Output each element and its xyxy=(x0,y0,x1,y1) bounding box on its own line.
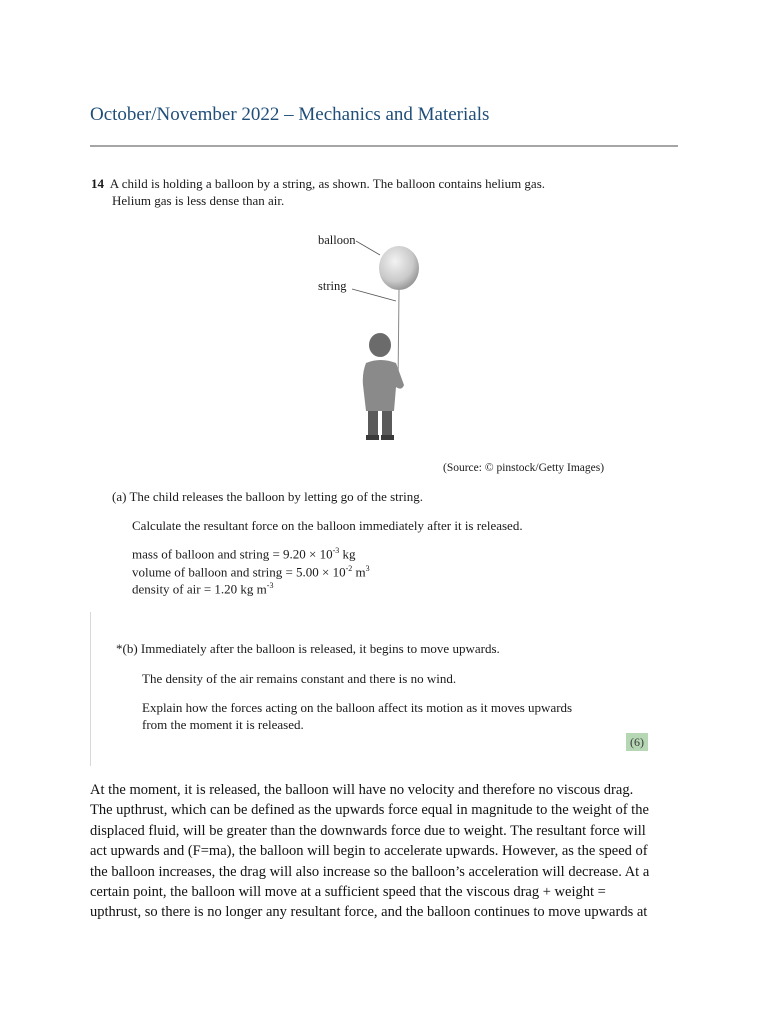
question-intro-line1 xyxy=(91,176,545,192)
page-heading: October/November 2022 – Mechanics and Materials xyxy=(90,104,490,125)
answer-line: the balloon increases, the drag will also increase so the balloon’s acceleration will decrease. At a xyxy=(90,863,650,880)
question-number: 14 xyxy=(91,176,104,191)
child-head xyxy=(369,333,391,357)
balloon-shape xyxy=(379,246,419,290)
answer-line: The upthrust, which can be defined as the upwards force equal in magnitude to the weight of the xyxy=(90,802,649,819)
balloon-illustration xyxy=(300,225,440,450)
part-a-line2: Calculate the resultant force on the balloon immediately after it is released. xyxy=(132,518,523,533)
figure-label-balloon: balloon xyxy=(318,233,356,247)
question-intro-line2: Helium gas is less dense than air. xyxy=(112,193,285,208)
answer-paragraph xyxy=(90,780,675,923)
marks-badge: (6) xyxy=(626,733,648,751)
question-intro-text: A child is holding a balloon by a string, as shown. The balloon contains helium gas. xyxy=(109,176,546,191)
part-b-line2: The density of the air remains constant and there is no wind. xyxy=(142,671,457,686)
part-a-data-volume: volume of balloon and string = $5.00 \times 10^{-2}$ $m^3$ xyxy=(132,564,370,580)
balloon-figure xyxy=(300,225,440,450)
answer-line: certain point, the balloon will move at a sufficient speed that the viscous drag + weight = xyxy=(90,884,606,901)
answer-line: act upwards and (F=ma), the balloon will begin to accelerate upwards. However, as the speed of xyxy=(90,843,648,860)
figure-label-string: string xyxy=(318,279,347,293)
part-a-data-density: density of air = 1.20 kg $m^{-3}$ xyxy=(132,581,274,597)
answer-line: At the moment, it is released, the balloon will have no velocity and therefore no viscous drag. xyxy=(90,782,634,798)
part-b-panel xyxy=(90,612,679,766)
heading-divider xyxy=(90,145,678,147)
part-b-line3: Explain how the forces acting on the balloon affect its motion as it moves upwards xyxy=(142,700,573,715)
part-b-line1: *(b) Immediately after the balloon is released, it begins to move upwards. xyxy=(116,641,500,656)
part-a-data-mass: mass of balloon and string = $9.20 \times 10^{-3}$ kg xyxy=(132,546,356,562)
answer-line: displaced fluid, will be greater than the downwards force due to weight. The resultant force will xyxy=(90,822,646,839)
part-b-line4: from the moment it is released. xyxy=(142,717,304,732)
answer-line: upthrust, so there is no longer any resultant force, and the balloon continues to move upwards at xyxy=(90,904,648,921)
image-source: (Source: © pinstock/Getty Images) xyxy=(443,462,605,474)
part-a-line1: (a) The child releases the balloon by letting go of the string. xyxy=(112,489,423,504)
